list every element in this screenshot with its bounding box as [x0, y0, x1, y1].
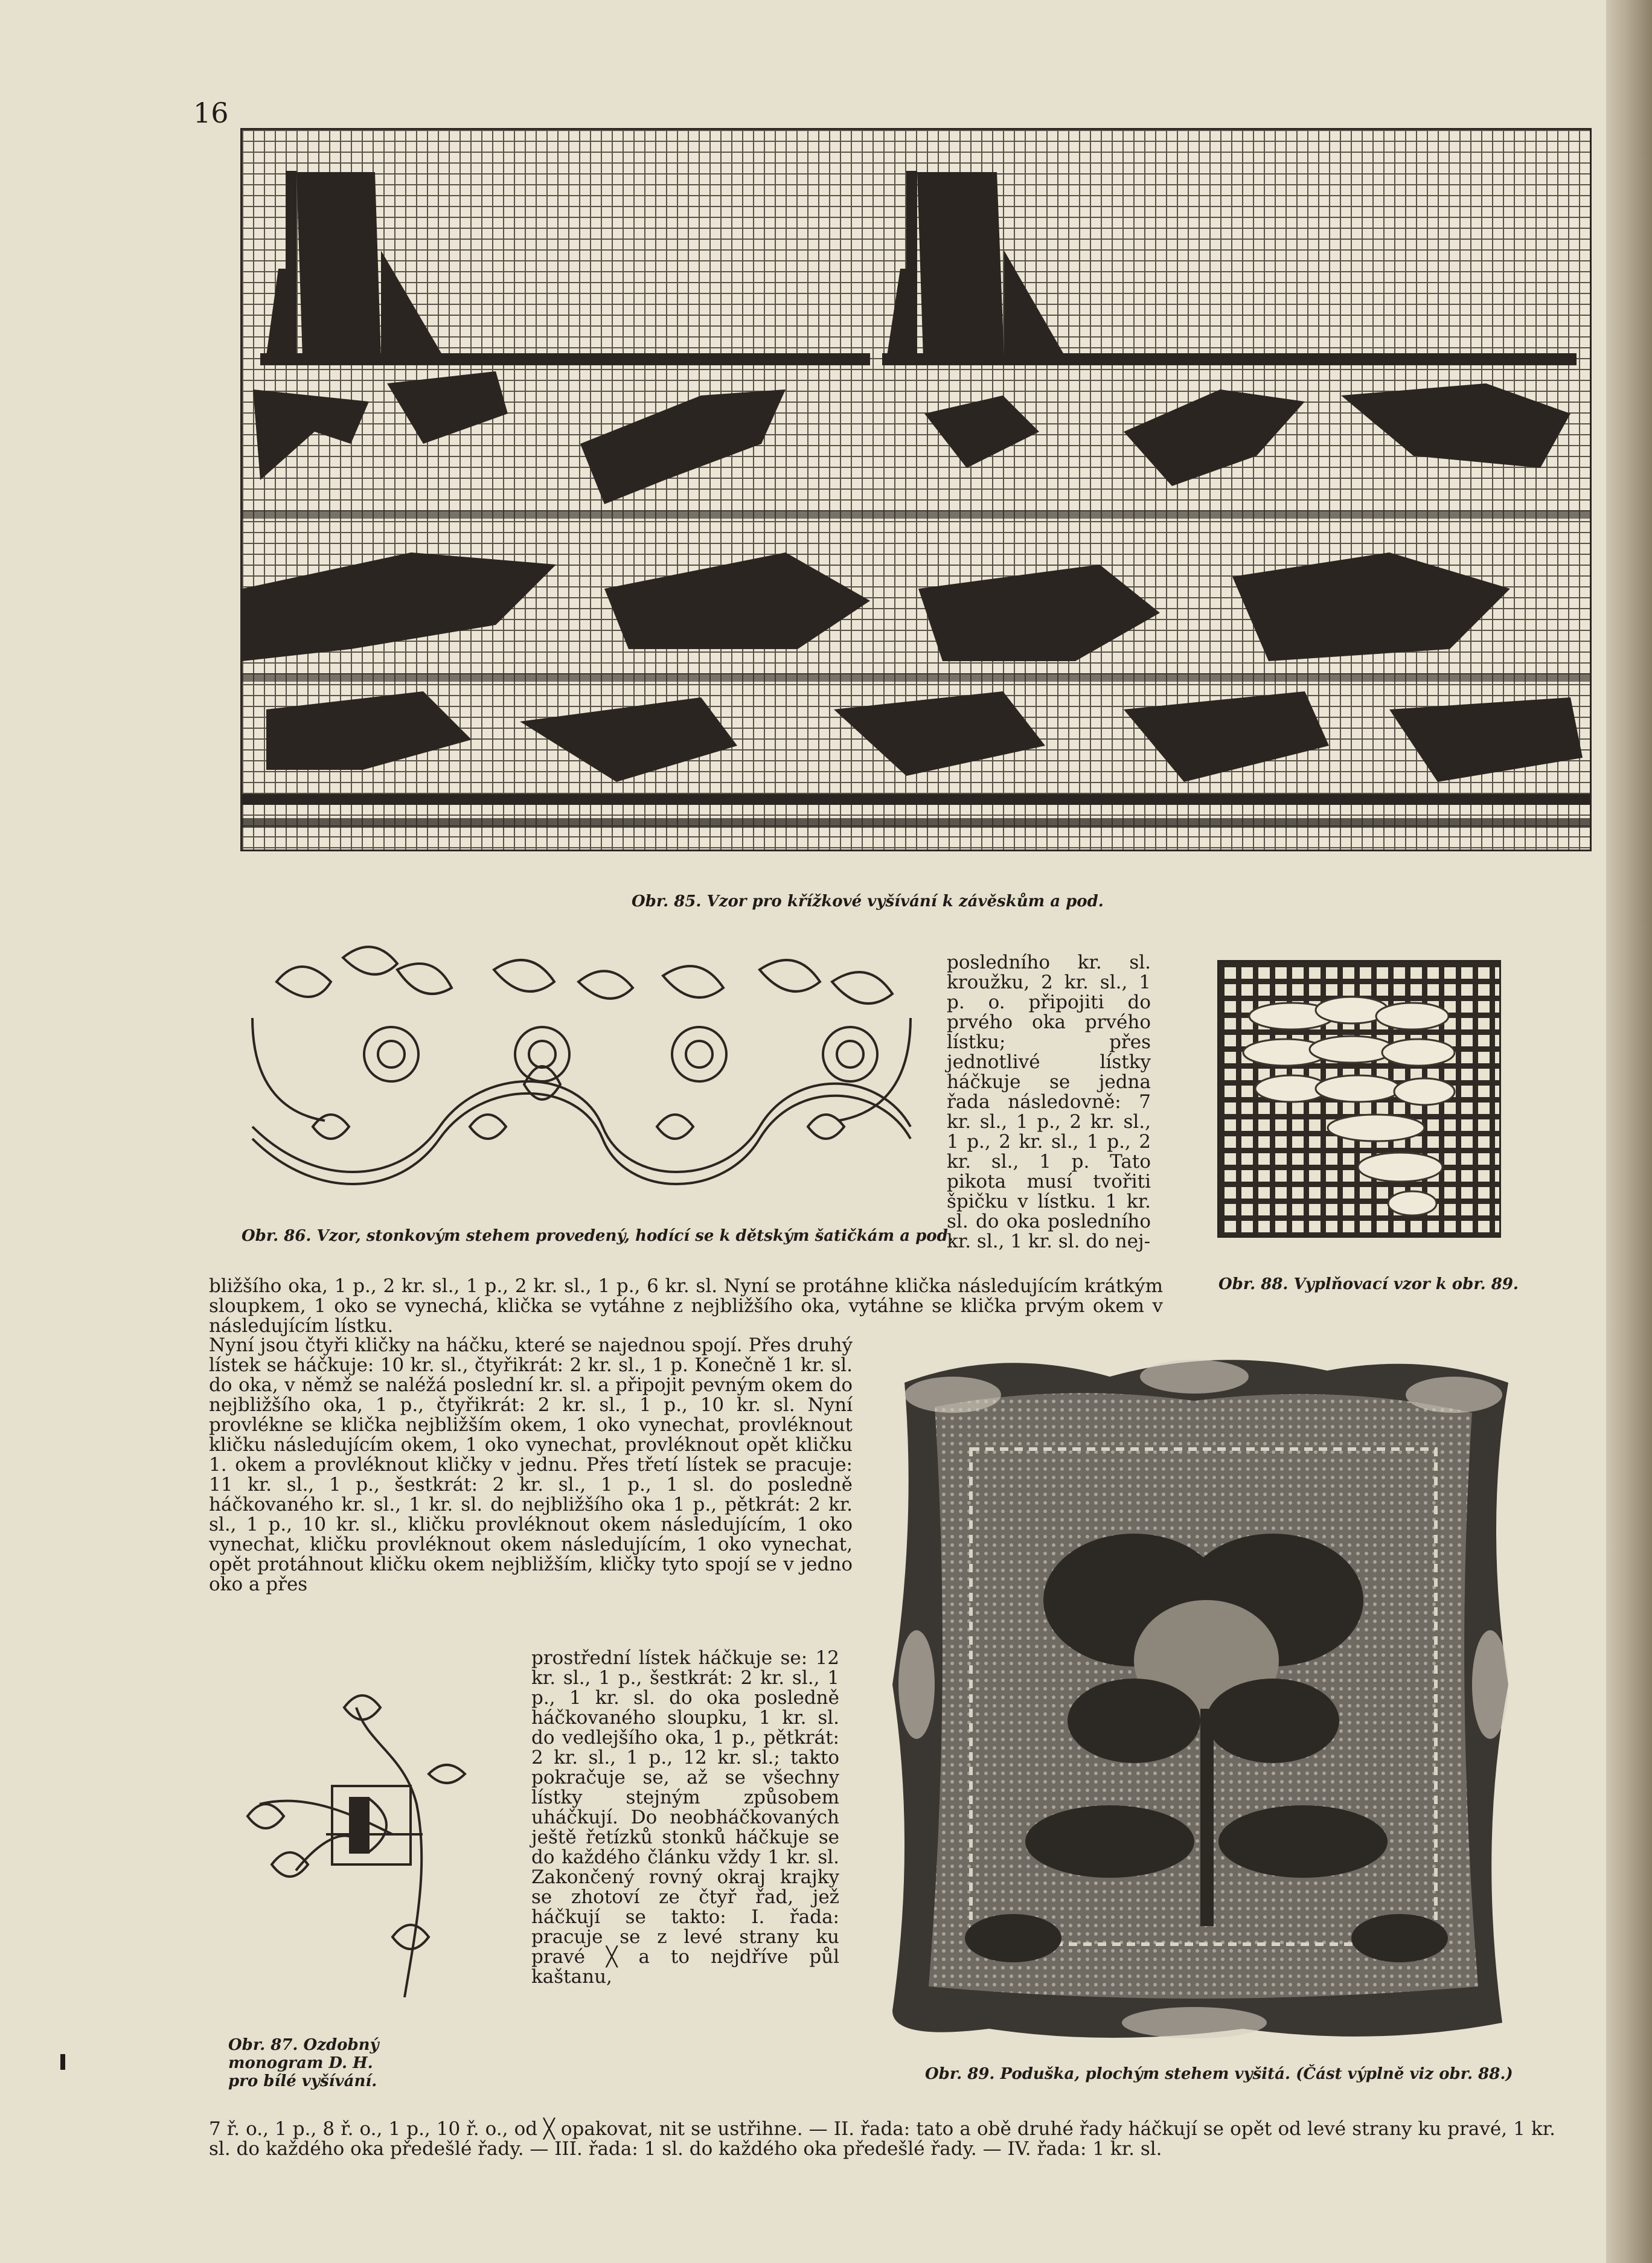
filling-stitch-figure: [1217, 960, 1501, 1238]
text-full-width-top: bližšího oka, 1 p., 2 kr. sl., 1 p., 2 kr. sl., 1 p., 6 kr. sl. Nyní se protáhne klička následujícím krátkým sloupkem, 1 oko se vynechá, klička se vytáhne z nejbližšího oka, vytáhne se klička prvým okem v následujícím lístku.: [209, 1275, 1163, 1337]
figure-87-caption: Obr. 87. Ozdobný monogram D. H. pro bílé vyšívání.: [228, 2036, 379, 2090]
vine-border-drawing: [240, 933, 923, 1193]
text-left-column: Nyní jsou čtyři kličky na háčku, které se najednou spojí. Přes druhý lístek se háčkuje: 10 kr. sl., čtyřikrát: 2 kr. sl., 1 p. Konečně 1 kr. sl. do oka, v němž se naléžá poslední kr. sl. a připojit pevným okem do nejbližšího oka, 1 p., čtyřikrát: 2 kr. sl., 1 p., 10 kr. sl. Nyní provlékne se klička nejbližším okem, 1 oko vynechat, provléknout kličku následujícím okem, 1 oko vynechat, provléknout opět kličku 1. okem a provléknout kličky v jednu. Přes třetí lístek se pracuje: 11 kr. sl., 1 p., šestkrát: 2 kr. sl., 1 p., 1 sl. do posledně háčkovaného kr. sl., 1 kr. sl. do nejbližšího oka 1 p., pětkrát: 2 kr. sl., 1 p., 10 kr. sl., kličku provléknout okem následujícím, 1 oko vynechat, kličku provléknout okem následujícím, 1 oko vynechat, opět protáhnout kličku okem nejbližším, kličky tyto spojí se v jedno oko a přes: [209, 1334, 853, 1595]
margin-mark: [60, 2054, 65, 2070]
text-narrow-column: prostřední lístek háčkuje se: 12 kr. sl., 1 p., šestkrát: 2 kr. sl., 1 p., 1 kr. sl. do oka posledně háčkovaného sloupku, 1 kr. sl. do vedlejšího oka, 1 p., pětkrát: 2 kr. sl., 1 p., 12 kr. sl.; takto pokračuje se, až se všechny lístky stejným způsobem uháčkují. Do neobháčkovaných ještě řetízků stonků háčkuje se do každého článku vždy 1 kr. sl. Zakončený rovný okraj krajky se zhotoví ze čtyř řad, jež háčkují se takto: I. řada: pracuje se z levé strany ku pravé ╳ a to nejdříve půl kaštanu,: [531, 1647, 839, 1988]
cross-stitch-pattern-figure: [240, 128, 1592, 851]
figure-85-caption: Obr. 85. Vzor pro křížkové vyšívání k závěskům a pod.: [632, 892, 1104, 911]
monogram-figure: [235, 1683, 489, 1997]
page-number: 16: [193, 97, 229, 129]
text-bottom: 7 ř. o., 1 p., 8 ř. o., 1 p., 10 ř. o., od ╳ opakovat, nit se ustřihne. — II. řada: tato a obě druhé řady háčkují se opět od levé strany ku pravé, 1 kr. sl. do každého oka předešlé řady. — III. řada: 1 sl. do každého oka předešlé řady. — IV. řada: 1 kr. sl.: [209, 2118, 1555, 2160]
ships-and-waves-pattern: [242, 130, 1590, 850]
figure-88-caption: Obr. 88. Vyplňovací vzor k obr. 89.: [1218, 1275, 1519, 1293]
embroidered-pillow-figure: [880, 1346, 1520, 2047]
text-right-column-top: posledního kr. sl. kroužku, 2 kr. sl., 1 p. o. připojiti do prvého oka prvého lístku; přes jednotlivé lístky háčkuje se jedna řada následovně: 7 kr. sl., 1 p., 2 kr. sl., 1 p., 2 kr. sl., 1 p., 2 kr. sl., 1 p. Tato pikota musí tvořiti špičku v lístku. 1 kr. sl. do oka posledního kr. sl., 1 kr. sl. do nej-: [947, 952, 1151, 1252]
pillow-photo: [880, 1346, 1520, 2047]
page-edge-shadow: [1606, 0, 1652, 2263]
stem-stitch-border-figure: [240, 933, 923, 1193]
monogram-dh-drawing: [235, 1683, 489, 1997]
figure-86-caption: Obr. 86. Vzor, stonkovým stehem provedený, hodící se k dětským šatičkám a pod.: [242, 1227, 953, 1245]
figure-89-caption: Obr. 89. Poduška, plochým stehem vyšitá. (Část výplně viz obr. 88.): [925, 2065, 1513, 2083]
satin-stitch-filling: [1219, 962, 1499, 1236]
